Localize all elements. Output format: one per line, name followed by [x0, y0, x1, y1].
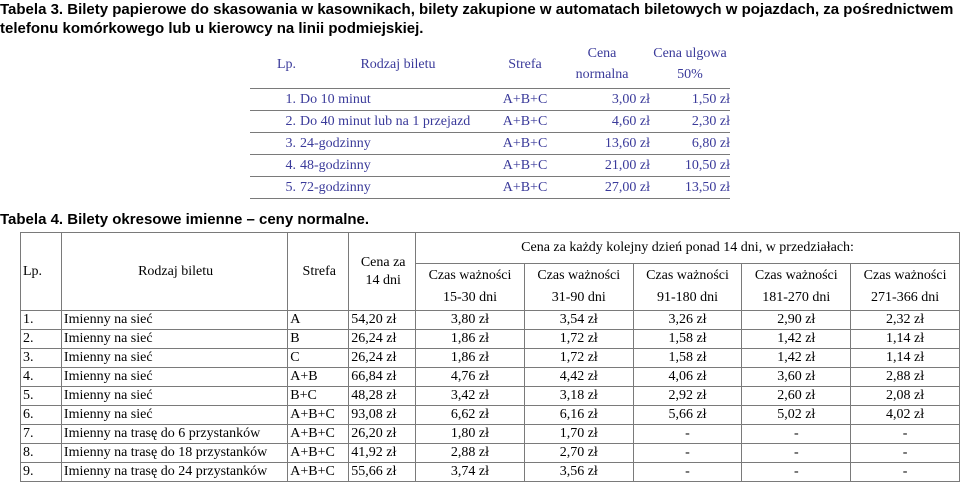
table4-cell-lp: 2. — [21, 330, 62, 349]
table4-cell-price: 26,24 zł — [349, 349, 416, 368]
table4-cell-daily: 4,76 zł — [416, 368, 525, 387]
table4-header-period-line2: 91-180 dni — [656, 290, 719, 305]
table4-caption: Tabela 4. Bilety okresowe imienne – ceny normalne. — [0, 211, 370, 228]
table3-cell-zone: A+B+C — [496, 155, 554, 177]
table3-cell-reduced: 1,50 zł — [650, 89, 730, 111]
table4-cell-price: 55,66 zł — [349, 463, 416, 482]
table4-cell-daily: - — [851, 444, 960, 463]
table4-header-period — [851, 264, 960, 311]
table4-cell-daily: 3,80 zł — [416, 311, 525, 330]
table3-cell-type: Do 40 minut lub na 1 przejazd — [300, 111, 496, 133]
table4-cell-daily: 3,74 zł — [416, 463, 525, 482]
table3-caption: Tabela 3. Bilety papierowe do skasowania w kasownikach, bilety zakupione w automatach biletowych w pojazdach, za pośrednictwem telefonu komórkowego lub u kierowcy na linii podmiejskiej. — [0, 1, 954, 37]
ticket-price-table-single — [250, 40, 730, 199]
table4-cell-daily: 3,60 zł — [742, 368, 851, 387]
table4-cell-daily: 2,70 zł — [524, 444, 633, 463]
table4-cell-daily: - — [633, 463, 742, 482]
table4-cell-daily: 3,56 zł — [524, 463, 633, 482]
table4-cell-daily: 4,06 zł — [633, 368, 742, 387]
table4-cell-zone: B+C — [288, 387, 349, 406]
table-row — [250, 155, 730, 177]
table4-cell-price: 66,84 zł — [349, 368, 416, 387]
table4-cell-zone: B — [288, 330, 349, 349]
table3-cell-zone: A+B+C — [496, 89, 554, 111]
table4-cell-daily: 2,32 zł — [851, 311, 960, 330]
table-row — [21, 311, 960, 330]
table4-header-price — [349, 233, 416, 311]
table4-cell-daily: 1,42 zł — [742, 330, 851, 349]
table3-header-reduced — [650, 40, 730, 89]
table3-header-lp: Lp. — [250, 40, 300, 89]
table3-cell-type: 24-godzinny — [300, 133, 496, 155]
table3-header-normal-line2: normalna — [575, 67, 629, 82]
table4-header-period-line2: 31-90 dni — [551, 290, 606, 305]
table4-cell-price: 41,92 zł — [349, 444, 416, 463]
table4-header-price-line1: Cena za — [360, 254, 406, 270]
table4-cell-price: 93,08 zł — [349, 406, 416, 425]
table3-cell-normal: 27,00 zł — [554, 177, 650, 199]
table4-cell-lp: 8. — [21, 444, 62, 463]
table4-header-period-line1: Czas ważności — [646, 268, 729, 283]
table4-cell-daily: 1,42 zł — [742, 349, 851, 368]
table4-cell-daily: 4,42 zł — [524, 368, 633, 387]
table4-cell-price: 54,20 zł — [349, 311, 416, 330]
table3-cell-lp: 1. — [250, 89, 300, 111]
table4-cell-daily: 1,72 zł — [524, 330, 633, 349]
table4-cell-daily: 2,60 zł — [742, 387, 851, 406]
table-row — [21, 425, 960, 444]
table4-header-period-line1: Czas ważności — [863, 268, 947, 283]
table4-header-period — [742, 264, 851, 311]
table3-cell-reduced: 6,80 zł — [650, 133, 730, 155]
table4-cell-type: Imienny na trasę do 6 przystanków — [61, 425, 287, 444]
table3-cell-lp: 3. — [250, 133, 300, 155]
table4-cell-daily: 4,02 zł — [851, 406, 960, 425]
table3-cell-reduced: 2,30 zł — [650, 111, 730, 133]
table4-cell-daily: - — [742, 425, 851, 444]
table4-cell-daily: 6,62 zł — [416, 406, 525, 425]
table-row — [250, 111, 730, 133]
table4-cell-daily: 1,14 zł — [851, 330, 960, 349]
table4-cell-type: Imienny na sieć — [61, 311, 287, 330]
table4-cell-daily: - — [633, 425, 742, 444]
table3-header-zone: Strefa — [496, 40, 554, 89]
table3-cell-type: 72-godzinny — [300, 177, 496, 199]
table3-cell-normal: 4,60 zł — [554, 111, 650, 133]
table4-cell-daily: - — [742, 444, 851, 463]
table3-cell-reduced: 13,50 zł — [650, 177, 730, 199]
table3-cell-type: 48-godzinny — [300, 155, 496, 177]
table3-header-reduced-line1: Cena ulgowa — [653, 46, 727, 61]
table4-cell-zone: A+B+C — [288, 463, 349, 482]
table4-cell-daily: 2,88 zł — [416, 444, 525, 463]
table4-cell-lp: 1. — [21, 311, 62, 330]
table4-cell-daily: 3,26 zł — [633, 311, 742, 330]
table4-cell-daily: 3,42 zł — [416, 387, 525, 406]
ticket-price-table-periodic — [20, 232, 960, 482]
table-row — [21, 387, 960, 406]
table3-cell-normal: 21,00 zł — [554, 155, 650, 177]
table4-cell-daily: 2,92 zł — [633, 387, 742, 406]
table4-cell-daily: 1,86 zł — [416, 349, 525, 368]
table4-cell-type: Imienny na sieć — [61, 406, 287, 425]
table4-cell-type: Imienny na sieć — [61, 387, 287, 406]
table4-cell-zone: A+B+C — [288, 406, 349, 425]
table4-cell-price: 26,24 zł — [349, 330, 416, 349]
table3-header-normal-line1: Cena — [587, 46, 617, 61]
table4-cell-type: Imienny na trasę do 24 przystanków — [61, 463, 287, 482]
table4-cell-lp: 5. — [21, 387, 62, 406]
table4-header-type: Rodzaj biletu — [61, 233, 287, 311]
table3-cell-normal: 3,00 zł — [554, 89, 650, 111]
table4-cell-lp: 3. — [21, 349, 62, 368]
table-row — [21, 444, 960, 463]
table4-cell-daily: - — [851, 463, 960, 482]
table4-cell-daily: 1,14 zł — [851, 349, 960, 368]
table3-cell-zone: A+B+C — [496, 111, 554, 133]
table4-cell-zone: A+B+C — [288, 444, 349, 463]
table4-cell-lp: 7. — [21, 425, 62, 444]
table4-cell-price: 48,28 zł — [349, 387, 416, 406]
table4-cell-daily: 3,18 zł — [524, 387, 633, 406]
table4-header-price-line2: 14 dni — [365, 272, 401, 288]
table4-cell-lp: 4. — [21, 368, 62, 387]
table4-cell-daily: 1,58 zł — [633, 349, 742, 368]
table-row — [250, 133, 730, 155]
table-row — [21, 330, 960, 349]
table4-header-period — [416, 264, 525, 311]
table4-cell-daily: 1,72 zł — [524, 349, 633, 368]
table4-cell-type: Imienny na sieć — [61, 368, 287, 387]
table-row — [250, 177, 730, 199]
table4-cell-daily: - — [742, 463, 851, 482]
table4-cell-daily: - — [851, 425, 960, 444]
table4-header-period-line1: Czas ważności — [537, 268, 621, 283]
table3-cell-lp: 2. — [250, 111, 300, 133]
table3-header-type: Rodzaj biletu — [300, 40, 496, 89]
table4-header-period — [524, 264, 633, 311]
table4-cell-daily: 2,08 zł — [851, 387, 960, 406]
table4-header-period — [633, 264, 742, 311]
table4-header-period-line2: 271-366 dni — [871, 290, 940, 305]
table-row — [250, 89, 730, 111]
table-row — [21, 406, 960, 425]
table4-header-period-line2: 15-30 dni — [442, 290, 497, 305]
table-row — [21, 349, 960, 368]
table4-cell-daily: 6,16 zł — [524, 406, 633, 425]
table3-header-normal — [554, 40, 650, 89]
table4-header-period-line2: 181-270 dni — [762, 290, 831, 305]
table3-cell-reduced: 10,50 zł — [650, 155, 730, 177]
table3-cell-lp: 5. — [250, 177, 300, 199]
table4-header-zone: Strefa — [288, 233, 349, 311]
table4-header-period-line1: Czas ważności — [754, 268, 838, 283]
table3-cell-zone: A+B+C — [496, 177, 554, 199]
table4-cell-daily: 2,90 zł — [742, 311, 851, 330]
table3-cell-normal: 13,60 zł — [554, 133, 650, 155]
table4-cell-daily: 5,02 zł — [742, 406, 851, 425]
table-row — [21, 463, 960, 482]
table4-cell-zone: A+B — [288, 368, 349, 387]
table4-cell-daily: 2,88 zł — [851, 368, 960, 387]
table-row — [21, 368, 960, 387]
table4-header-lp: Lp. — [21, 233, 62, 311]
table4-cell-zone: A — [288, 311, 349, 330]
table4-cell-type: Imienny na sieć — [61, 330, 287, 349]
table4-cell-daily: 1,80 zł — [416, 425, 525, 444]
table3-header-reduced-line2: 50% — [677, 67, 703, 82]
table3-cell-lp: 4. — [250, 155, 300, 177]
table3-header-row — [250, 40, 730, 89]
table4-cell-daily: 1,58 zł — [633, 330, 742, 349]
table4-cell-price: 26,20 zł — [349, 425, 416, 444]
table4-cell-daily: 3,54 zł — [524, 311, 633, 330]
table4-cell-lp: 6. — [21, 406, 62, 425]
table3-cell-type: Do 10 minut — [300, 89, 496, 111]
table4-cell-daily: 1,86 zł — [416, 330, 525, 349]
table4-cell-zone: C — [288, 349, 349, 368]
table3-cell-zone: A+B+C — [496, 133, 554, 155]
table4-header-period-line1: Czas ważności — [428, 268, 512, 283]
table4-cell-zone: A+B+C — [288, 425, 349, 444]
table4-cell-lp: 9. — [21, 463, 62, 482]
table4-cell-daily: - — [633, 444, 742, 463]
table4-cell-type: Imienny na sieć — [61, 349, 287, 368]
table4-cell-type: Imienny na trasę do 18 przystanków — [61, 444, 287, 463]
table4-cell-daily: 1,70 zł — [524, 425, 633, 444]
table4-header-group: Cena za każdy kolejny dzień ponad 14 dni, w przedziałach: — [416, 233, 960, 264]
table4-cell-daily: 5,66 zł — [633, 406, 742, 425]
table4-header-row-top — [21, 233, 960, 264]
